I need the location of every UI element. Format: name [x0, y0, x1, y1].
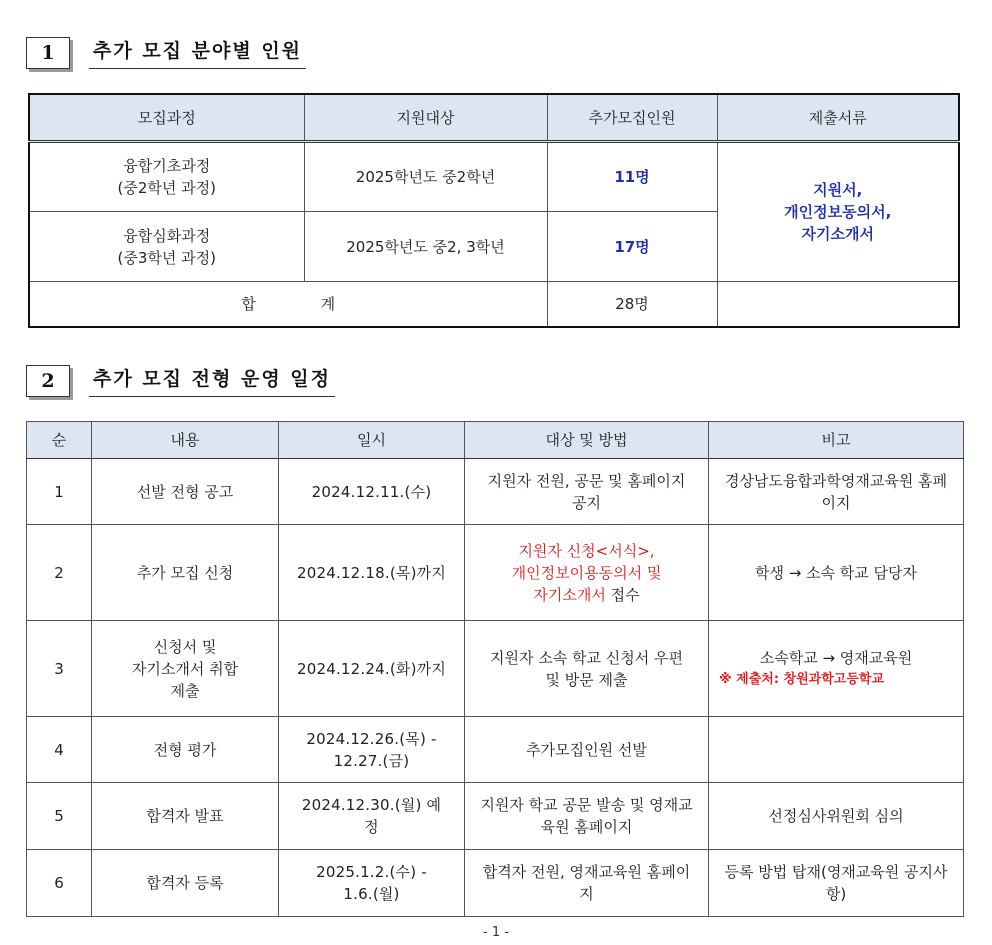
section-2-heading	[26, 364, 335, 397]
table-row	[27, 717, 964, 783]
submission-place-note: ※ 제출처: 창원과학고등학교	[719, 671, 885, 687]
row-content: 추가 모집 신청	[92, 525, 279, 621]
row-date: 2024.12.11.(수)	[279, 459, 465, 525]
row-note: 경상남도융합과학영재교육원 홈페이지	[709, 459, 964, 525]
table-row	[27, 850, 964, 917]
target-cell: 2025학년도 중2, 3학년	[304, 212, 547, 282]
table-row	[29, 142, 959, 212]
row-method: 지원자 소속 학교 신청서 우편 및 방문 제출	[465, 621, 709, 717]
course-name: 융합기초과정	[123, 157, 211, 175]
schedule-table	[26, 421, 964, 917]
row-number: 4	[27, 717, 92, 783]
row-number: 3	[27, 621, 92, 717]
section-1-number: 1	[26, 37, 70, 69]
row-date: 2025.1.2.(수) - 1.6.(월)	[279, 850, 465, 917]
header-date: 일시	[279, 422, 465, 459]
section-2-title: 추가 모집 전형 운영 일정	[89, 364, 335, 397]
row-note: 등록 방법 탑재(영재교육원 공지사항)	[709, 850, 964, 917]
row-date: 2024.12.24.(화)까지	[279, 621, 465, 717]
header-method: 대상 및 방법	[465, 422, 709, 459]
row-method: 합격자 전원, 영재교육원 홈페이지	[465, 850, 709, 917]
documents-cell	[717, 142, 959, 282]
table-row	[27, 783, 964, 850]
row-content: 전형 평가	[92, 717, 279, 783]
method-red-line: 지원자 신청<서식>,	[518, 541, 655, 560]
row-note	[709, 621, 964, 717]
course-grade: (중3학년 과정)	[117, 248, 216, 267]
course-name: 융합심화과정	[123, 226, 211, 245]
section-1-title: 추가 모집 분야별 인원	[89, 36, 306, 69]
row-note: 학생 → 소속 학교 담당자	[709, 525, 964, 621]
count-cell: 17명	[547, 212, 717, 282]
page-number: - 1 -	[483, 925, 509, 940]
table-row	[27, 459, 964, 525]
row-date: 2024.12.30.(월) 예정	[279, 783, 465, 850]
row-content: 합격자 등록	[92, 850, 279, 917]
section-2-number: 2	[26, 365, 70, 397]
total-row	[29, 282, 959, 327]
content-line: 제출	[170, 681, 200, 700]
note-line: 소속학교 → 영재교육원	[759, 648, 913, 667]
row-number: 5	[27, 783, 92, 850]
table-row	[27, 525, 964, 621]
row-method: 지원자 전원, 공문 및 홈페이지 공지	[465, 459, 709, 525]
table-header-row	[29, 94, 959, 142]
row-note	[709, 717, 964, 783]
row-number: 6	[27, 850, 92, 917]
method-tail-text: 접수	[605, 585, 640, 604]
target-cell: 2025학년도 중2학년	[304, 142, 547, 212]
row-number: 1	[27, 459, 92, 525]
header-note: 비고	[709, 422, 964, 459]
row-method	[465, 525, 709, 621]
method-last-line	[469, 584, 704, 606]
course-cell	[29, 142, 304, 212]
total-label: 합 계	[29, 282, 547, 327]
header-documents: 제출서류	[717, 94, 959, 142]
row-method: 추가모집인원 선발	[465, 717, 709, 783]
header-count: 추가모집인원	[547, 94, 717, 142]
row-number: 2	[27, 525, 92, 621]
total-value: 28명	[547, 282, 717, 327]
method-red-text: 자기소개서	[533, 585, 606, 604]
content-line: 자기소개서 취합	[131, 659, 239, 678]
row-date: 2024.12.26.(목) - 12.27.(금)	[279, 717, 465, 783]
header-course: 모집과정	[29, 94, 304, 142]
section-1-heading	[26, 36, 306, 69]
row-method: 지원자 학교 공문 발송 및 영재교육원 홈페이지	[465, 783, 709, 850]
count-cell: 11명	[547, 142, 717, 212]
table-header-row	[27, 422, 964, 459]
row-content	[92, 621, 279, 717]
header-content: 내용	[92, 422, 279, 459]
document-item: 개인정보동의서,	[784, 203, 892, 221]
document-item: 지원서,	[813, 181, 863, 199]
row-note: 선정심사위원회 심의	[709, 783, 964, 850]
row-date: 2024.12.18.(목)까지	[279, 525, 465, 621]
total-empty-cell	[717, 282, 959, 327]
course-grade: (중2학년 과정)	[117, 179, 216, 197]
document-item: 자기소개서	[801, 225, 874, 243]
row-content: 합격자 발표	[92, 783, 279, 850]
header-target: 지원대상	[304, 94, 547, 142]
course-cell	[29, 212, 304, 282]
method-red-line: 개인정보이용동의서 및	[511, 563, 662, 582]
content-line: 신청서 및	[153, 637, 217, 656]
recruitment-by-field-table	[28, 93, 960, 328]
table-row	[27, 621, 964, 717]
header-no: 순	[27, 422, 92, 459]
row-content: 선발 전형 공고	[92, 459, 279, 525]
